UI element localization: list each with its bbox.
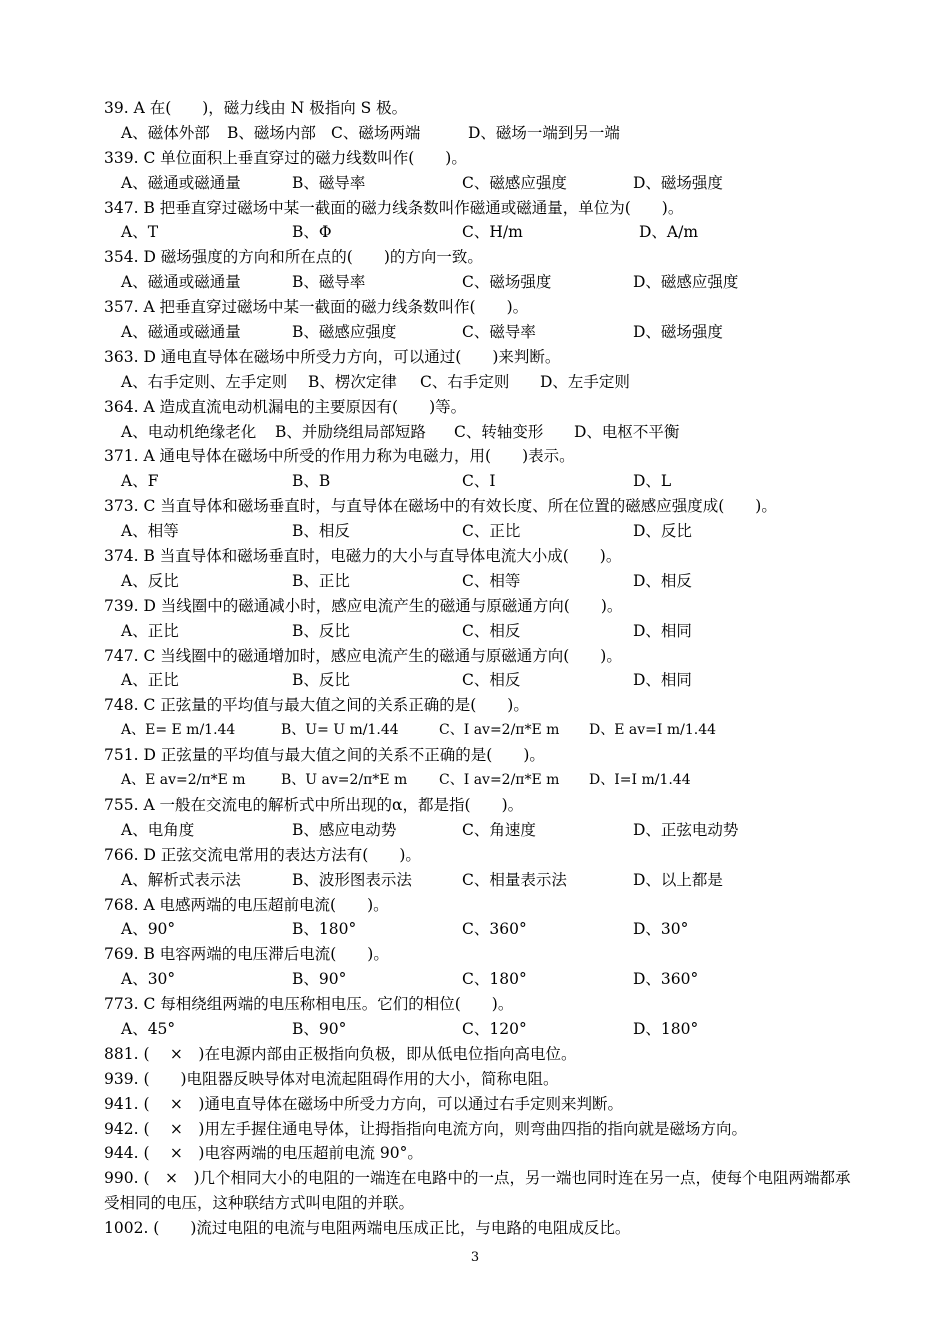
option-a: A、90° <box>121 920 176 939</box>
question-options <box>104 420 864 445</box>
option-b: B、正比 <box>292 571 350 590</box>
question-options <box>104 619 864 644</box>
judgment-item: 1002. ( )流过电阻的电流与电阻两端电压成正比，与电路的电阻成反比。 <box>104 1219 631 1238</box>
option-d: D、30° <box>633 920 689 939</box>
question-stem: 755. A 一般在交流电的解析式中所出现的α，都是指( )。 <box>104 795 524 814</box>
judgment-item: 942. ( × )用左手握住通电导体，让拇指指向电流方向，则弯曲四指的指向就是磁场方向。 <box>104 1119 747 1138</box>
option-a: A、右手定则、左手定则 <box>121 372 288 391</box>
option-c: C、右手定则 <box>420 372 510 391</box>
option-b: B、磁感应强度 <box>292 323 397 342</box>
question-stem: 339. C 单位面积上垂直穿过的磁力线数叫作( )。 <box>104 148 467 167</box>
option-d: D、以上都是 <box>633 870 723 889</box>
question-stem: 773. C 每相绕组两端的电压称相电压。它们的相位( )。 <box>104 995 514 1014</box>
question-stem: 364. A 造成直流电动机漏电的主要原因有( )等。 <box>104 397 467 416</box>
question-list <box>104 96 864 1241</box>
question-stem: 371. A 通电导体在磁场中所受的作用力称为电磁力，用( )表示。 <box>104 447 575 466</box>
option-c: C、I av=2/π*E m <box>439 772 560 789</box>
judgment-item: 944. ( × )电容两端的电压超前电流 90°。 <box>104 1144 423 1163</box>
option-c: C、I <box>462 472 496 491</box>
option-d: D、磁场强度 <box>633 173 723 192</box>
question-options <box>104 569 864 594</box>
question-options <box>104 1017 864 1042</box>
option-c: C、磁感应强度 <box>462 173 567 192</box>
option-d: D、E av=I m/1.44 <box>589 722 717 739</box>
option-c: C、120° <box>462 1019 527 1038</box>
option-b: B、磁导率 <box>292 273 366 292</box>
option-a: A、磁通或磁通量 <box>121 173 241 192</box>
option-b: B、180° <box>292 920 357 939</box>
question-stem: 373. C 当直导体和磁场垂直时，与直导体在磁场中的有效长度、所在位置的磁感应强度成( )。 <box>104 497 777 516</box>
option-d: D、L <box>633 472 672 491</box>
option-c: C、磁导率 <box>462 323 536 342</box>
judgment-item: 941. ( × )通电直导体在磁场中所受力方向，可以通过右手定则来判断。 <box>104 1094 623 1113</box>
option-d: D、反比 <box>633 522 692 541</box>
option-a: A、30° <box>121 970 176 989</box>
option-b: B、楞次定律 <box>308 372 397 391</box>
question-stem: 769. B 电容两端的电压滞后电流( )。 <box>104 945 389 964</box>
question-stem: 374. B 当直导体和磁场垂直时，电磁力的大小与直导体电流大小成( )。 <box>104 547 622 566</box>
question-stem: 768. A 电感两端的电压超前电流( )。 <box>104 895 389 914</box>
question-stem: 747. C 当线圈中的磁通增加时，感应电流产生的磁通与原磁通方向( )。 <box>104 646 622 665</box>
option-a: A、反比 <box>121 571 179 590</box>
option-c: C、相反 <box>462 621 521 640</box>
option-d: D、相同 <box>633 671 692 690</box>
option-d: D、左手定则 <box>540 372 630 391</box>
option-d: D、相反 <box>633 571 692 590</box>
option-b: B、Φ <box>292 223 332 242</box>
option-b: B、感应电动势 <box>292 820 397 839</box>
option-d: D、磁场强度 <box>633 323 723 342</box>
option-c: C、转轴变形 <box>454 422 544 441</box>
option-d: D、正弦电动势 <box>633 820 739 839</box>
option-d: D、A/m <box>639 223 699 242</box>
page-number: 3 <box>470 1250 480 1265</box>
option-d: D、电枢不平衡 <box>574 422 680 441</box>
question-options <box>104 171 864 196</box>
option-b: B、磁导率 <box>292 173 366 192</box>
judgment-item: 881. ( × )在电源内部由正极指向负极，即从低电位指向高电位。 <box>104 1044 577 1063</box>
question-stem: 39. A 在( )，磁力线由 N 极指向 S 极。 <box>104 99 408 117</box>
question-options <box>104 469 864 494</box>
option-a: A、磁通或磁通量 <box>121 273 241 292</box>
question-options <box>104 519 864 544</box>
option-d: D、磁感应强度 <box>633 273 739 292</box>
option-a: A、正比 <box>121 671 179 690</box>
option-b: B、B <box>292 472 331 491</box>
judgment-item: 990. ( × )几个相同大小的电阻的一端连在电路中的一点，另一端也同时连在另一点，使每个电阻两端都承受相同的电压，这种联结方式叫电阻的并联。 <box>104 1169 851 1213</box>
option-b: B、90° <box>292 970 347 989</box>
option-d: D、360° <box>633 970 699 989</box>
judgment-item: 939. ( )电阻器反映导体对电流起阻碍作用的大小，简称电阻。 <box>104 1069 559 1088</box>
question-stem: 354. D 磁场强度的方向和所在点的( )的方向一致。 <box>104 248 483 267</box>
option-b: B、波形图表示法 <box>292 870 412 889</box>
option-a: A、电动机绝缘老化 <box>121 422 257 441</box>
question-stem: 347. B 把垂直穿过磁场中某一截面的磁力线条数叫作磁通或磁通量，单位为( )。 <box>104 198 684 217</box>
option-a: A、T <box>121 223 159 242</box>
option-b: B、90° <box>292 1019 347 1038</box>
option-a: A、磁通或磁通量 <box>121 323 241 342</box>
question-stem: 748. C 正弦量的平均值与最大值之间的关系正确的是( )。 <box>104 696 529 715</box>
option-a: A、解析式表示法 <box>121 870 241 889</box>
option-c: C、相量表示法 <box>462 870 567 889</box>
question-options <box>104 967 864 992</box>
question-options <box>104 270 864 295</box>
option-a: A、相等 <box>121 522 179 541</box>
question-options <box>104 320 864 345</box>
option-a: A、E= E m/1.44 <box>121 722 236 739</box>
option-c: C、180° <box>462 970 527 989</box>
option-b: B、U= U m/1.44 <box>281 722 399 739</box>
option-b: B、反比 <box>292 671 350 690</box>
option-d: D、相同 <box>633 621 692 640</box>
option-b: B、U av=2/π*E m <box>281 772 408 789</box>
option-c: C、磁场强度 <box>462 273 552 292</box>
option-b: B、相反 <box>292 522 350 541</box>
option-a: A、电角度 <box>121 820 195 839</box>
option-a: A、F <box>121 472 159 491</box>
question-stem: 363. D 通电直导体在磁场中所受力方向，可以通过( )来判断。 <box>104 347 561 366</box>
question-options <box>104 668 864 693</box>
option-c: C、相等 <box>462 571 521 590</box>
option-c: C、相反 <box>462 671 521 690</box>
option-c: C、角速度 <box>462 820 536 839</box>
option-d: D、180° <box>633 1019 699 1038</box>
question-options <box>104 768 864 793</box>
option-d: D、I=I m/1.44 <box>589 772 691 789</box>
option-a: A、E av=2/π*E m <box>121 772 246 789</box>
option-b: B、磁场内部 <box>227 123 316 142</box>
option-d: D、磁场一端到另一端 <box>468 123 620 142</box>
question-options <box>104 917 864 942</box>
question-options <box>104 868 864 893</box>
option-c: C、I av=2/π*E m <box>439 722 560 739</box>
option-c: C、正比 <box>462 522 521 541</box>
question-options <box>104 370 864 395</box>
option-a: A、45° <box>121 1019 176 1038</box>
option-c: C、360° <box>462 920 527 939</box>
question-stem: 357. A 把垂直穿过磁场中某一截面的磁力线条数叫作( )。 <box>104 298 529 317</box>
option-a: A、磁体外部 <box>121 123 210 142</box>
question-stem: 766. D 正弦交流电常用的表达方法有( )。 <box>104 845 421 864</box>
question-stem: 739. D 当线圈中的磁通减小时，感应电流产生的磁通与原磁通方向( )。 <box>104 596 623 615</box>
question-options <box>104 718 864 743</box>
option-c: C、磁场两端 <box>331 123 421 142</box>
question-stem: 751. D 正弦量的平均值与最大值之间的关系不正确的是( )。 <box>104 746 545 765</box>
question-options <box>104 121 864 146</box>
option-b: B、并励绕组局部短路 <box>275 422 426 441</box>
question-options <box>104 818 864 843</box>
option-c: C、H/m <box>462 223 523 242</box>
question-options <box>104 220 864 245</box>
option-b: B、反比 <box>292 621 350 640</box>
option-a: A、正比 <box>121 621 179 640</box>
